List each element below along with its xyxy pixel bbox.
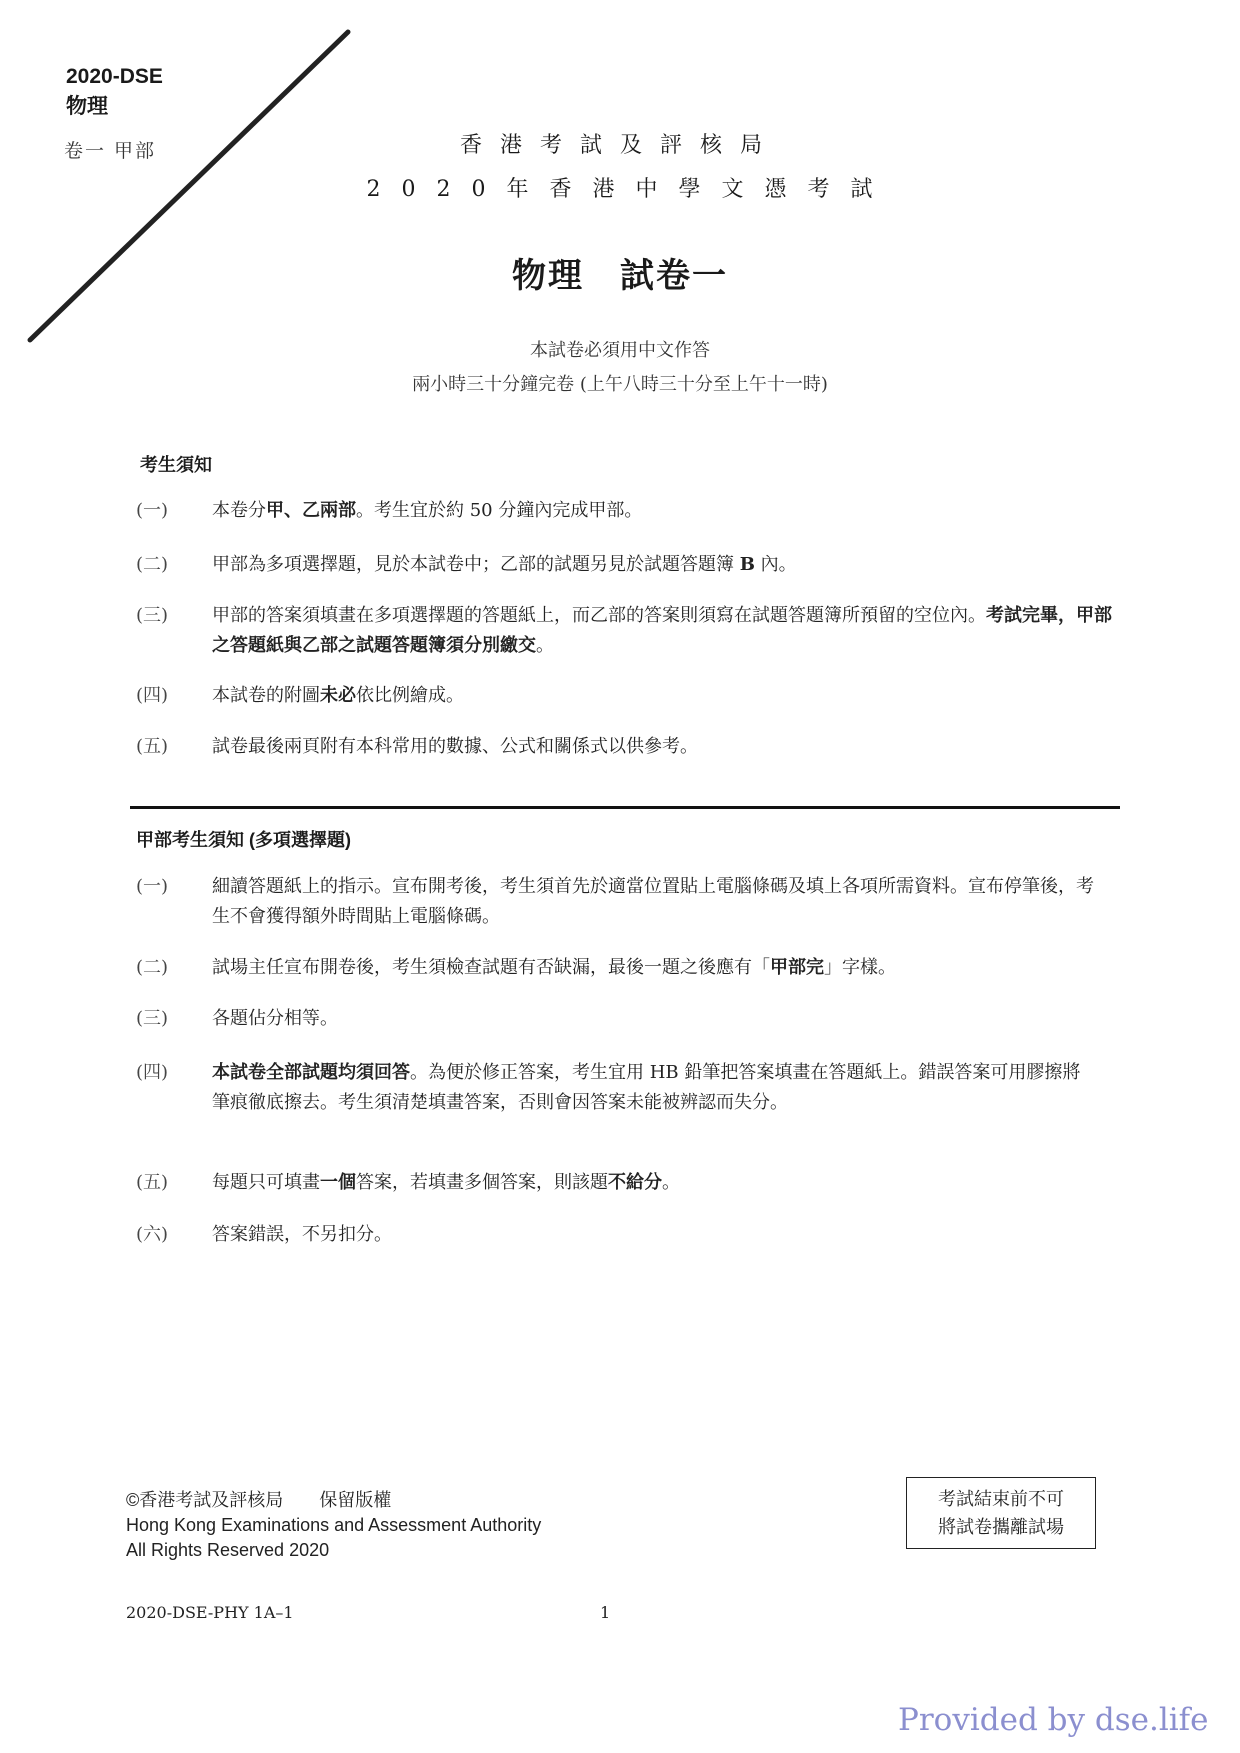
instruction-emphasis: B <box>739 554 755 575</box>
notice-box <box>906 1477 1096 1549</box>
instruction-item <box>136 681 1116 711</box>
duration-note: 兩小時三十分鐘完卷 (上午八時三十分至上午十一時) <box>412 374 828 395</box>
instruction-segment: 內。 <box>754 554 797 575</box>
instruction-number: (四) <box>136 1062 169 1083</box>
instruction-segment: 每題只可填畫 <box>212 1172 320 1193</box>
paper-part: 卷一 甲部 <box>64 140 157 162</box>
instruction-number: (五) <box>136 736 169 757</box>
instruction-segment: 。為便於修正答案，考生宜用 HB 鉛筆把答案填畫在答題紙上。錯誤答案可用膠擦將筆痕徹底擦去。考生須清楚填畫答案，否則會因答案未能被辨認而失分。 <box>212 1062 1081 1113</box>
notice-line-1: 考試結束前不可 <box>938 1489 1064 1510</box>
instruction-number: (六) <box>136 1224 169 1245</box>
instruction-text <box>212 1058 1096 1118</box>
instruction-text <box>212 1004 1116 1034</box>
footer-paper-code: 2020-DSE-PHY 1A–1 <box>126 1603 294 1622</box>
instruction-number: (一) <box>136 876 169 897</box>
copyright-line-3: All Rights Reserved 2020 <box>126 1540 330 1560</box>
instruction-segment: 答案，若填畫多個答案，則該題 <box>356 1172 608 1193</box>
instruction-segment: 細讀答題紙上的指示。宣布開考後，考生須首先於適當位置貼上電腦條碼及填上各項所需資料。宣布停筆後，考生不會獲得額外時間貼上電腦條碼。 <box>212 876 1094 927</box>
instruction-item <box>136 1058 1096 1118</box>
instruction-number: (二) <box>136 554 169 575</box>
instruction-item <box>136 1168 1116 1198</box>
instruction-text <box>212 872 1096 932</box>
instruction-segment: 甲部為多項選擇題，見於本試卷中；乙部的試題另見於試題答題簿 <box>212 554 740 575</box>
instruction-item <box>136 1004 1116 1034</box>
instruction-text <box>212 1168 1116 1198</box>
instruction-text <box>212 681 1116 711</box>
instruction-text <box>212 953 1116 983</box>
instruction-item <box>136 550 1116 580</box>
exam-name: 2020年香港中學文憑考試 <box>366 177 894 202</box>
section-a-instructions-heading: 甲部考生須知 (多項選擇題) <box>136 830 351 850</box>
instruction-segment: 依比例繪成。 <box>356 685 464 706</box>
instruction-number: (一) <box>136 500 169 521</box>
instruction-segment: 」字樣。 <box>824 957 896 978</box>
paper-subject: 物理 <box>66 95 108 118</box>
instruction-text <box>212 1220 1116 1250</box>
instruction-segment: 答案錯誤，不另扣分。 <box>212 1224 392 1245</box>
instruction-segment: 試卷最後兩頁附有本科常用的數據、公式和關係式以供參考。 <box>212 736 698 757</box>
general-instructions-heading: 考生須知 <box>140 455 212 475</box>
instruction-number: (三) <box>136 1008 169 1029</box>
instruction-item <box>136 1220 1116 1250</box>
instruction-emphasis: 一個 <box>320 1172 356 1193</box>
instruction-segment: 本卷分 <box>212 500 266 521</box>
copyright-line-2: Hong Kong Examinations and Assessment Authority <box>126 1515 542 1535</box>
language-note: 本試卷必須用中文作答 <box>530 340 710 361</box>
instruction-number: (二) <box>136 957 169 978</box>
paper-code-block <box>66 62 163 122</box>
instruction-segment: 甲部的答案須填畫在多項選擇題的答題紙上，而乙部的答案則須寫在試題答題簿所預留的空位內。 <box>212 605 986 626</box>
instruction-segment: 。 <box>662 1172 680 1193</box>
instruction-emphasis: 考試完畢，甲部之答題紙與乙部之試題答題簿須分別繳交 <box>212 605 1112 656</box>
paper-code: 2020-DSE <box>66 65 163 88</box>
instruction-text <box>212 732 1116 762</box>
instruction-segment: 。考生宜於約 50 分鐘內完成甲部。 <box>356 500 643 521</box>
instruction-number: (三) <box>136 605 169 626</box>
instruction-segment: 。 <box>536 635 554 656</box>
instruction-segment: 本試卷的附圖 <box>212 685 320 706</box>
instruction-emphasis: 不給分 <box>608 1172 662 1193</box>
copyright-line-1: ©香港考試及評核局 保留版權 <box>126 1490 392 1510</box>
instruction-item <box>136 953 1116 983</box>
instruction-segment: 試場主任宣布開卷後，考生須檢查試題有否缺漏，最後一題之後應有「 <box>212 957 770 978</box>
instruction-text <box>212 550 1116 580</box>
section-divider <box>130 806 1120 809</box>
instruction-segment: 各題佔分相等。 <box>212 1008 338 1029</box>
copyright-block <box>126 1488 541 1563</box>
instruction-emphasis: 未必 <box>320 685 356 706</box>
instruction-emphasis: 本試卷全部試題均須回答 <box>212 1062 410 1083</box>
instruction-item <box>136 601 1116 661</box>
instruction-item <box>136 496 1116 526</box>
instruction-item <box>136 732 1116 762</box>
instruction-emphasis: 甲、乙兩部 <box>266 500 356 521</box>
instruction-emphasis: 甲部完 <box>770 957 824 978</box>
watermark: Provided by dse.life <box>898 1702 1209 1738</box>
authority-name: 香港考試及評核局 <box>459 133 780 158</box>
instruction-number: (五) <box>136 1172 169 1193</box>
page-title: 物理 試卷一 <box>512 257 728 295</box>
instruction-item <box>136 872 1096 932</box>
notice-line-2: 將試卷攜離試場 <box>938 1517 1064 1538</box>
instruction-text <box>212 496 1116 526</box>
instruction-number: (四) <box>136 685 169 706</box>
page-number: 1 <box>600 1603 611 1622</box>
instruction-text <box>212 601 1116 661</box>
